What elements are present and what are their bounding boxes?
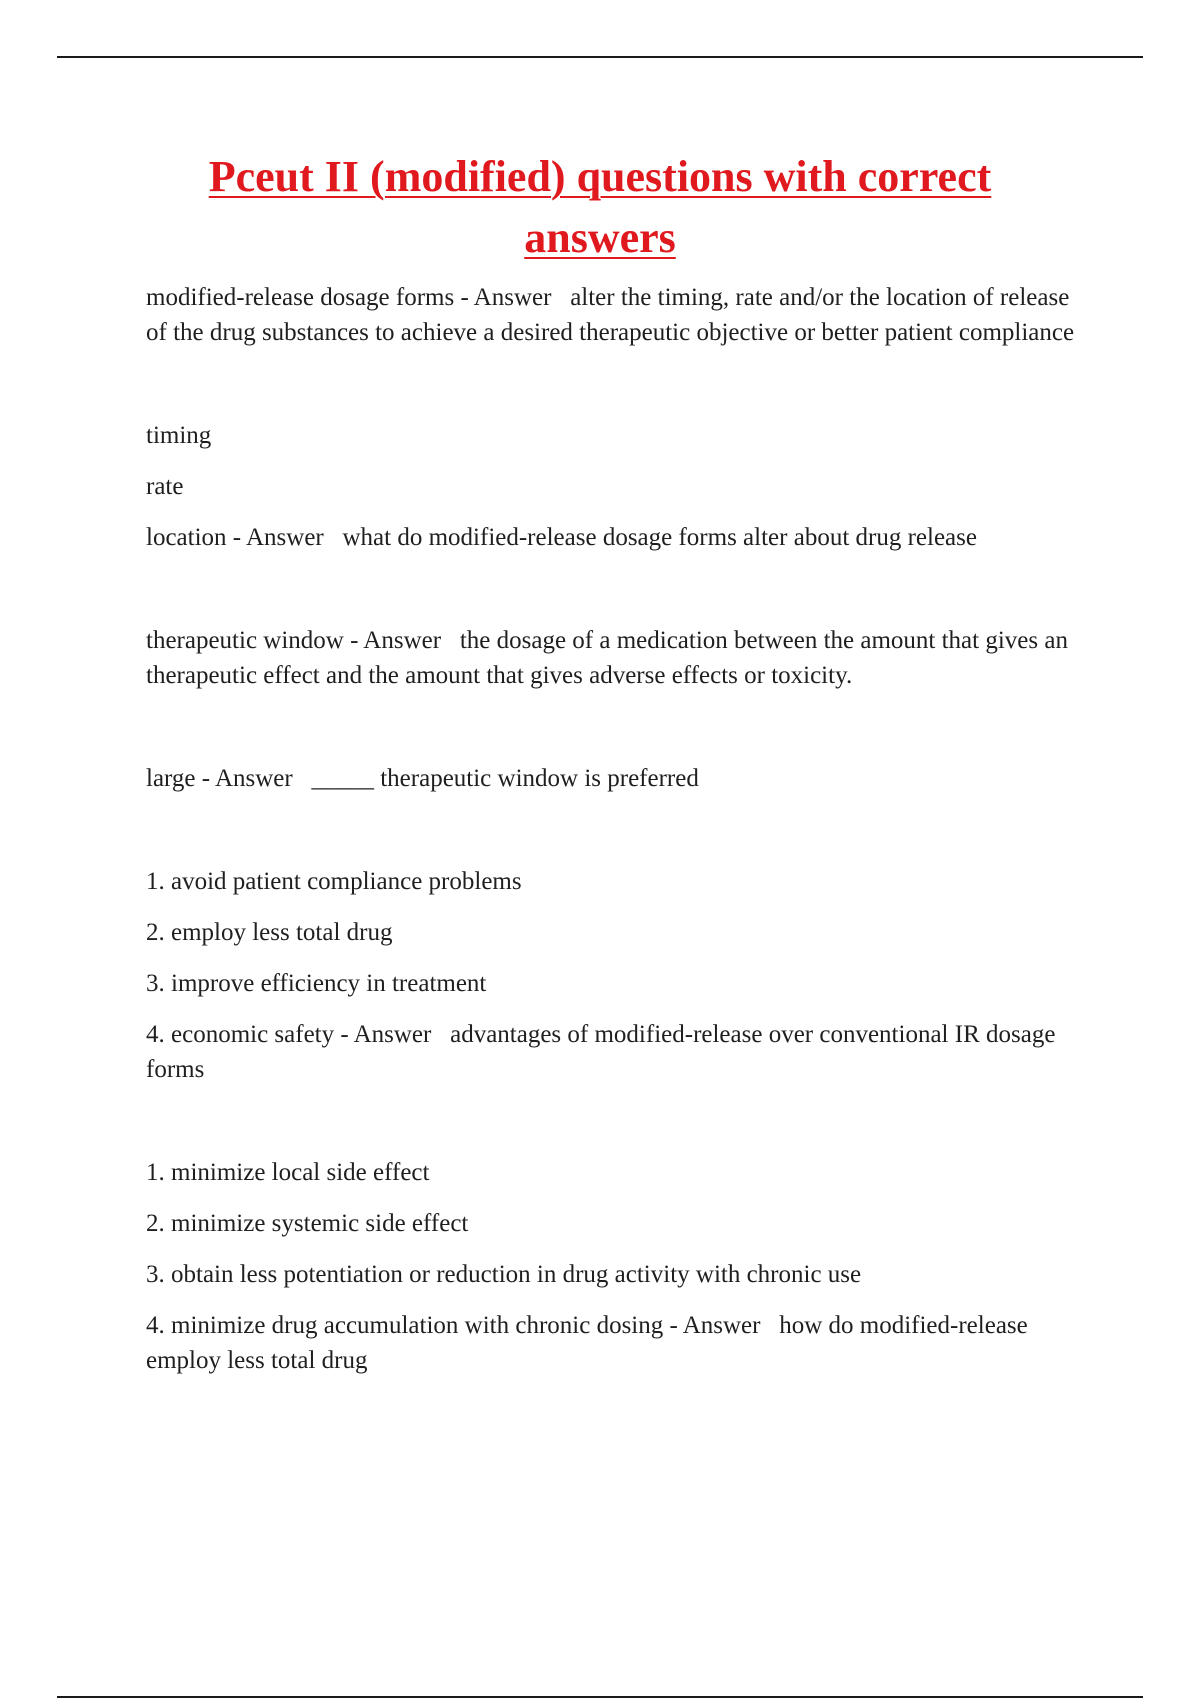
question-text: advantages of modified-release over conventional IR dosage forms [146, 1021, 1056, 1083]
list-line: timing [146, 422, 212, 449]
question-text: how do modified-release employ less total drug [146, 1312, 1028, 1374]
qa-entry [146, 280, 1091, 350]
qa-entry [146, 520, 1091, 555]
answer-separator: - Answer [663, 1312, 780, 1339]
list-line: rate [146, 473, 184, 500]
list-line: 1. avoid patient compliance problems [146, 868, 522, 895]
qa-entry [146, 1308, 1091, 1378]
question-text: what do modified-release dosage forms alter about drug release [342, 524, 977, 551]
answer-separator: - Answer [226, 524, 343, 551]
top-rule [57, 56, 1143, 58]
answer-term: 4. economic safety [146, 1021, 335, 1048]
question-text: _____ therapeutic window is preferred [311, 765, 699, 792]
answer-separator: - Answer [343, 627, 460, 654]
answer-term: therapeutic window [146, 627, 344, 654]
qa-entry [146, 623, 1091, 693]
list-line: 2. minimize systemic side effect [146, 1210, 469, 1237]
qa-entry [146, 761, 1091, 796]
list-line: 3. obtain less potentiation or reduction in drug activity with chronic use [146, 1261, 862, 1288]
list-line: 1. minimize local side effect [146, 1159, 430, 1186]
answer-separator: - Answer [195, 765, 312, 792]
qa-content [146, 280, 1091, 1378]
answer-term: location [146, 524, 227, 551]
answer-term: 4. minimize drug accumulation with chronic dosing [146, 1312, 664, 1339]
bottom-rule [57, 1696, 1143, 1698]
question-text: the dosage of a medication between the amount that gives an therapeutic effect and the amount that gives adverse effects or toxicity. [146, 627, 1068, 689]
page-title: Pceut II (modified) questions with correct answers [208, 152, 992, 262]
qa-entry [146, 1017, 1091, 1087]
answer-separator: - Answer [454, 284, 571, 311]
list-line: 3. improve efficiency in treatment [146, 970, 487, 997]
answer-term: modified-release dosage forms [146, 284, 455, 311]
question-text: alter the timing, rate and/or the location of release of the drug substances to achieve a desired therapeutic objective or better patient compliance [146, 284, 1075, 346]
list-line: 2. employ less total drug [146, 919, 393, 946]
answer-separator: - Answer [334, 1021, 451, 1048]
answer-term: large [146, 765, 196, 792]
